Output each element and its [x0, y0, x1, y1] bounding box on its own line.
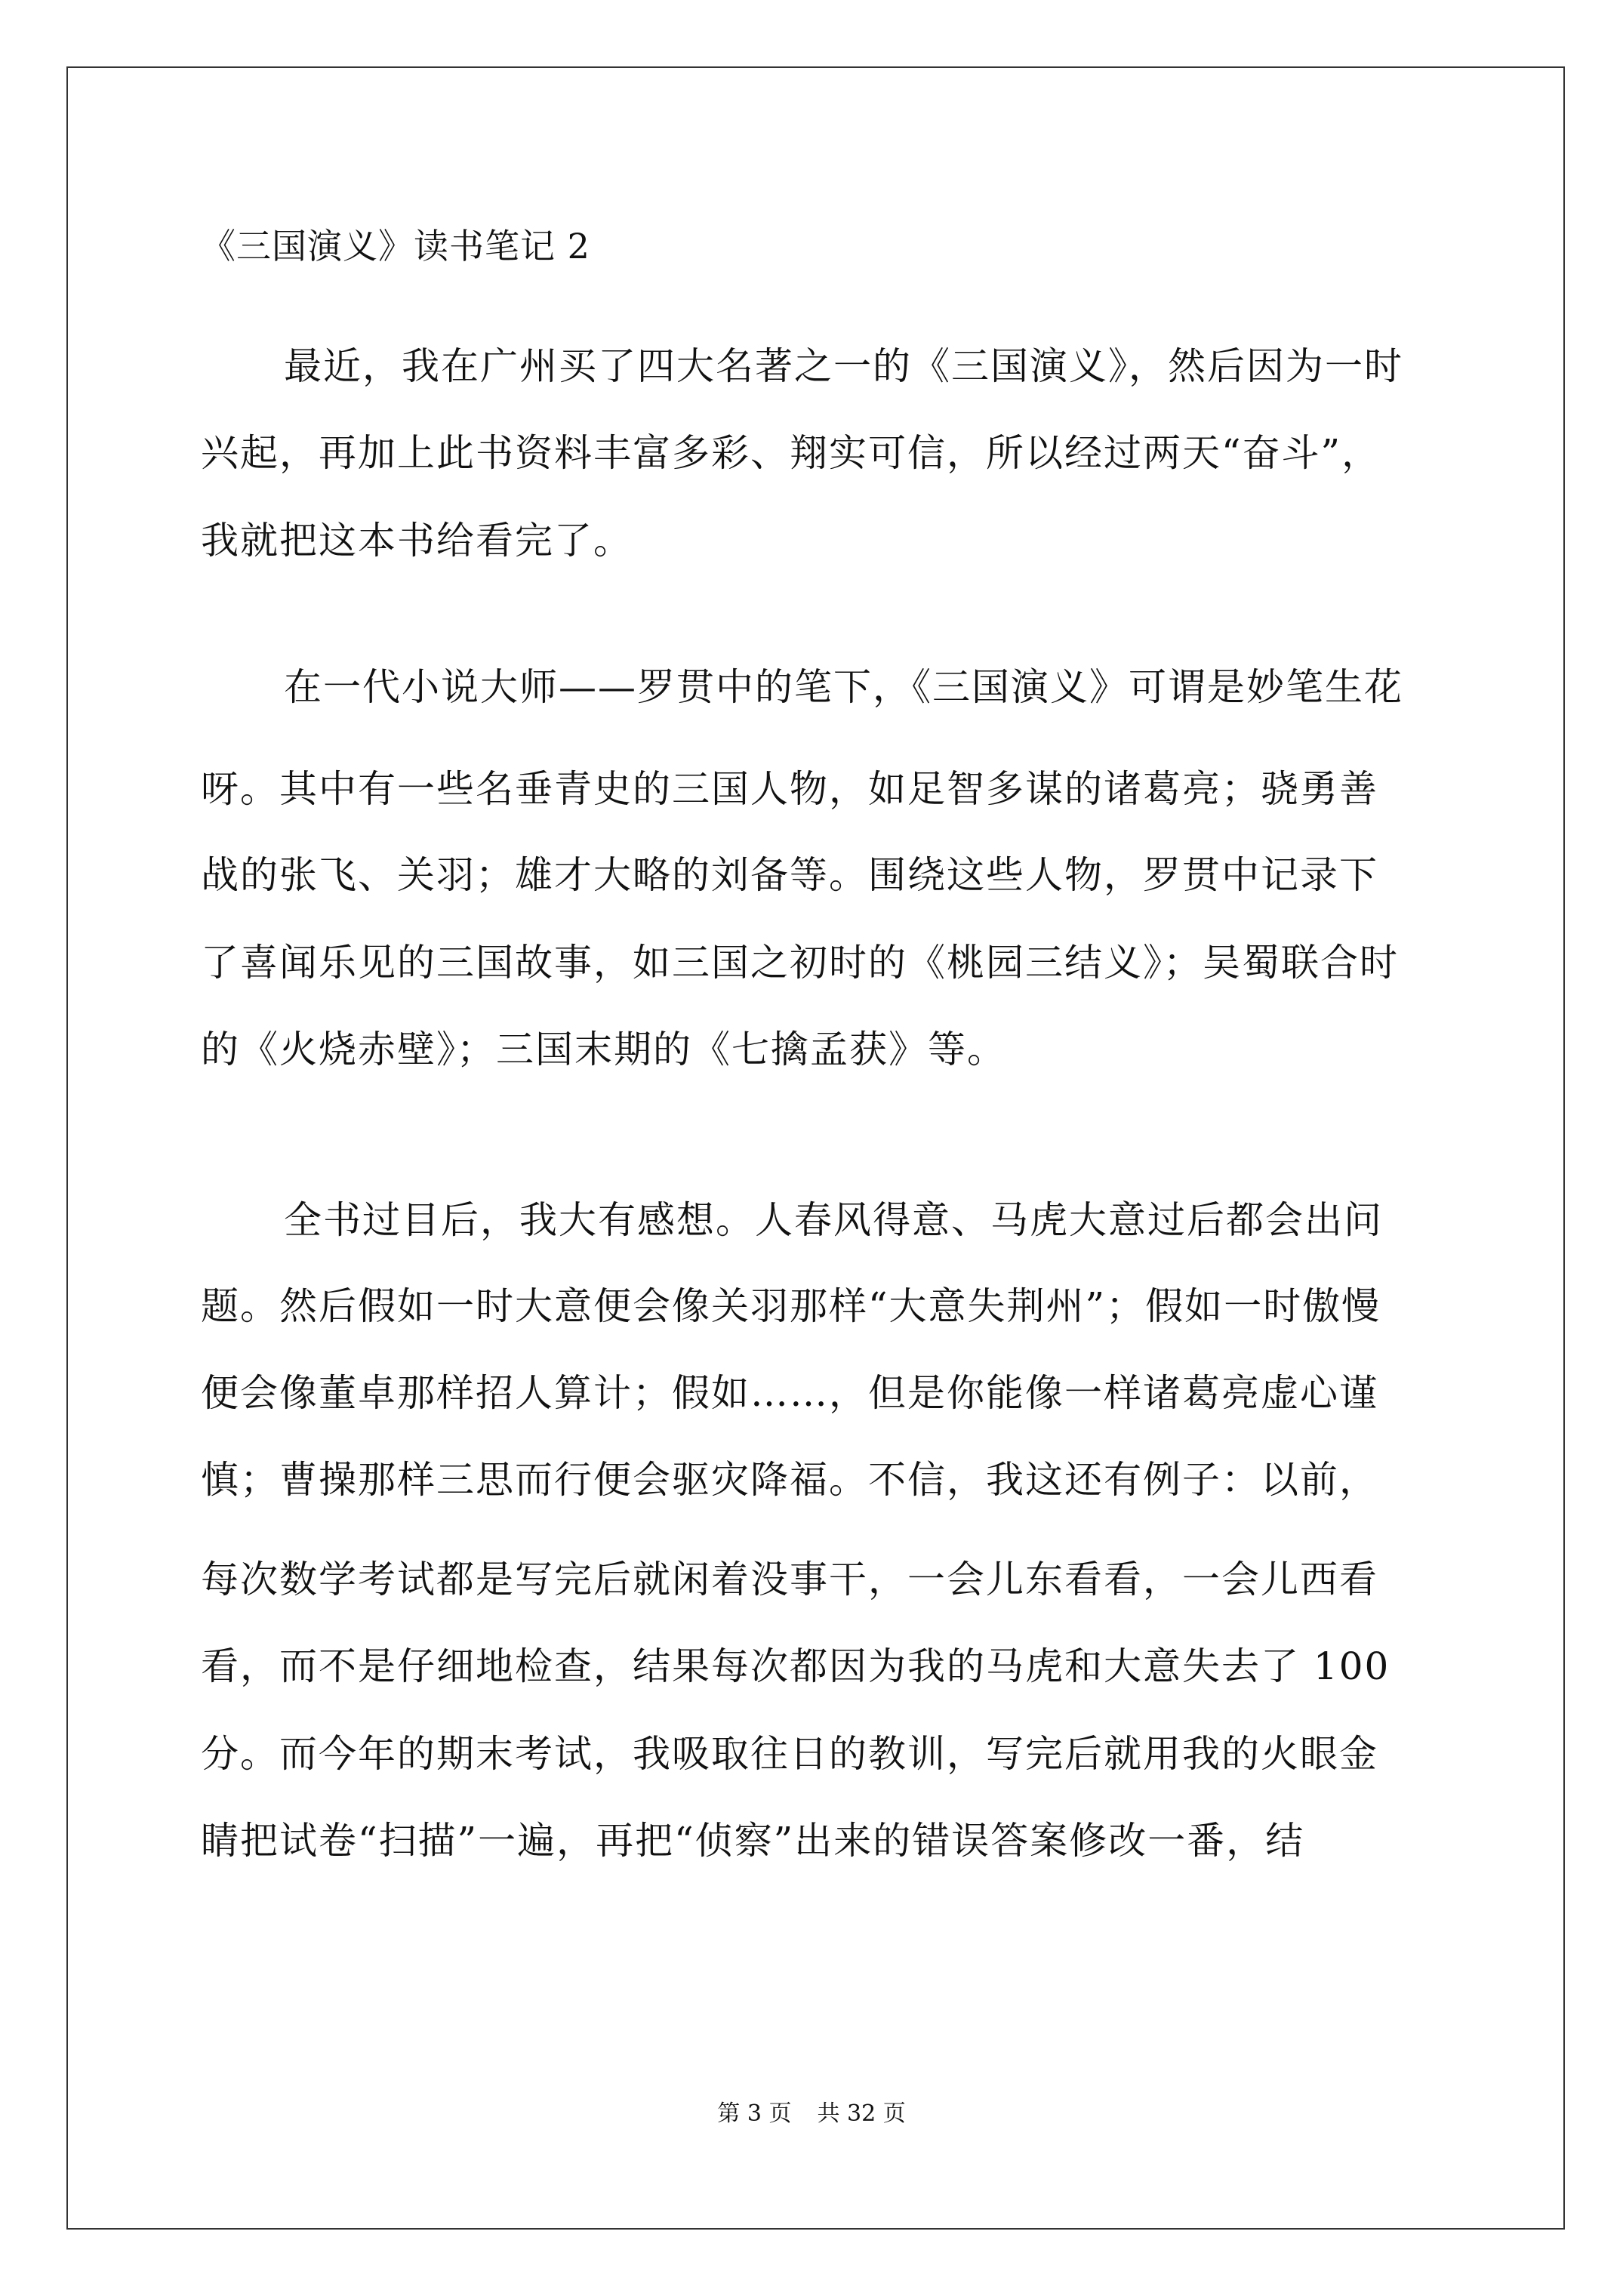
paragraph-1-line-2: 兴起，再加上此书资料丰富多彩、翔实可信，所以经过两天“奋斗”，	[201, 431, 1381, 475]
paragraph-2-line-1: 在一代小说大师——罗贯中的笔下，《三国演义》可谓是妙笔生花	[284, 665, 1403, 709]
paragraph-1-line-3: 我就把这本书给看完了。	[201, 519, 633, 562]
paragraph-3-line-5: 每次数学考试都是写完后就闲着没事干，一会儿东看看，一会儿西看	[201, 1558, 1378, 1601]
paragraph-3-line-8: 睛把试卷“扫描”一遍，再把“侦察”出来的错误答案修改一番，结	[201, 1819, 1305, 1863]
paragraph-3-line-7: 分。而今年的期末考试，我吸取往日的教训，写完后就用我的火眼金	[201, 1732, 1378, 1776]
paragraph-3-line-1: 全书过目后，我大有感想。人春风得意、马虎大意过后都会出问	[284, 1198, 1383, 1242]
paragraph-2-line-5: 的《火烧赤壁》；三国末期的《七擒孟获》等。	[201, 1028, 1006, 1071]
paragraph-3-line-2: 题。然后假如一时大意便会像关羽那样“大意失荆州”；假如一时傲慢	[201, 1284, 1381, 1328]
page-number-total: 共 32 页	[817, 2100, 906, 2127]
page-number-current: 第 3 页	[717, 2100, 792, 2127]
paragraph-2-line-2: 呀。其中有一些名垂青史的三国人物，如足智多谋的诸葛亮；骁勇善	[201, 767, 1378, 811]
document-title: 《三国演义》读书笔记 2	[201, 226, 590, 267]
page-footer	[0, 2099, 1623, 2129]
paragraph-1-line-1: 最近，我在广州买了四大名著之一的《三国演义》，然后因为一时	[284, 344, 1403, 388]
paragraph-3-line-3: 便会像董卓那样招人算计；假如……，但是你能像一样诸葛亮虚心谨	[201, 1371, 1378, 1415]
paragraph-3-line-4: 慎；曹操那样三思而行便会驱灾降福。不信，我这还有例子：以前，	[201, 1458, 1378, 1502]
paragraph-3-line-6: 看，而不是仔细地检查，结果每次都因为我的马虎和大意失去了 100	[201, 1644, 1390, 1688]
paragraph-2-line-3: 战的张飞、关羽；雄才大略的刘备等。围绕这些人物，罗贯中记录下	[201, 853, 1378, 897]
paragraph-2-line-4: 了喜闻乐见的三国故事，如三国之初时的《桃园三结义》；吴蜀联合时	[201, 941, 1399, 985]
